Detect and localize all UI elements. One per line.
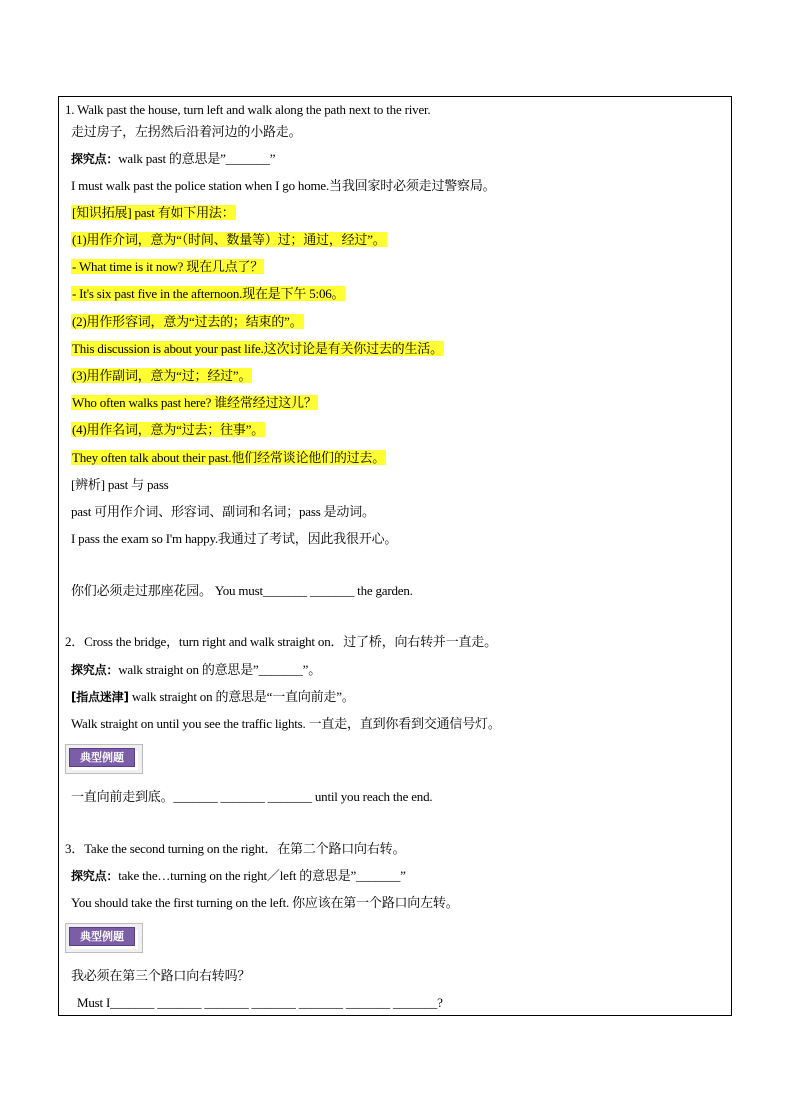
extension-heading: [知识拓展] past 有如下用法： — [72, 205, 235, 220]
exercise-1: 你们必须走过那座花园。 You must_______ _______ the garden. — [71, 583, 413, 598]
item-3-sentence: 3．Take the second turning on the right．在第二个路口向右转。 — [65, 841, 406, 856]
item-3-question — [71, 867, 406, 885]
item-1-translation: 走过房子，左拐然后沿着河边的小路走。 — [71, 124, 302, 139]
usage-2-example: This discussion is about your past life.这次讨论是有关你过去的生活。 — [72, 341, 443, 356]
item-2-tip — [71, 688, 355, 706]
item-3-example: You should take the first turning on the left. 你应该在第一个路口向左转。 — [71, 895, 459, 910]
content-box — [58, 96, 732, 1016]
explore-point-text: take the…turning on the right／left 的意思是”_______” — [118, 868, 406, 883]
usage-1-example-b: - It's six past five in the afternoon.现在是下午 5:06。 — [72, 286, 345, 301]
explore-point-text: walk straight on 的意思是”_______”。 — [118, 662, 322, 677]
distinction-heading: [辨析] past 与 pass — [71, 477, 169, 492]
usage-1: (1)用作介词，意为“（时间、数量等）过；通过，经过”。 — [72, 232, 386, 247]
exercise-3-question: 我必须在第三个路口向右转吗？ — [71, 968, 251, 983]
explore-point-label: 探究点： — [71, 869, 119, 883]
exercise-2: 一直向前走到底。_______ _______ _______ until you reach the end. — [71, 789, 433, 804]
usage-3: (3)用作副词，意为“过；经过”。 — [72, 368, 252, 383]
item-1-sentence: 1. Walk past the house, turn left and walk along the path next to the river. — [65, 102, 431, 117]
explore-point-label: 探究点： — [71, 152, 119, 166]
typical-example-label: 典型例题 — [69, 927, 135, 946]
usage-1-example-a: - What time is it now? 现在几点了？ — [72, 259, 264, 274]
item-2-sentence: 2．Cross the bridge，turn right and walk straight on．过了桥，向右转并一直走。 — [65, 634, 497, 649]
typical-example-badge — [65, 744, 143, 774]
usage-2: (2)用作形容词，意为“过去的；结束的”。 — [72, 314, 303, 329]
usage-4: (4)用作名词，意为“过去；往事”。 — [72, 422, 265, 437]
item-2-example: Walk straight on until you see the traffic lights. 一直走，直到你看到交通信号灯。 — [71, 716, 501, 731]
typical-example-label: 典型例题 — [69, 748, 135, 767]
distinction-text: past 可用作介词、形容词、副词和名词；pass 是动词。 — [71, 504, 375, 519]
tip-text: walk straight on 的意思是“一直向前走”。 — [128, 689, 355, 704]
distinction-example: I pass the exam so I'm happy.我通过了考试，因此我很开心。 — [71, 531, 398, 546]
typical-example-badge — [65, 923, 143, 953]
explore-point-label: 探究点： — [71, 663, 119, 677]
explore-point-text: walk past 的意思是”_______” — [118, 151, 276, 166]
tip-label: [指点迷津] — [71, 690, 129, 704]
item-2-question — [71, 661, 321, 679]
exercise-3-blanks: Must I_______ _______ _______ _______ _______ _______ _______? — [77, 995, 443, 1010]
item-1-question — [71, 150, 275, 168]
usage-4-example: They often talk about their past.他们经常谈论他们的过去。 — [72, 450, 386, 465]
item-1-example: I must walk past the police station when I go home.当我回家时必须走过警察局。 — [71, 178, 496, 193]
usage-3-example: Who often walks past here? 谁经常经过这儿？ — [72, 395, 317, 410]
